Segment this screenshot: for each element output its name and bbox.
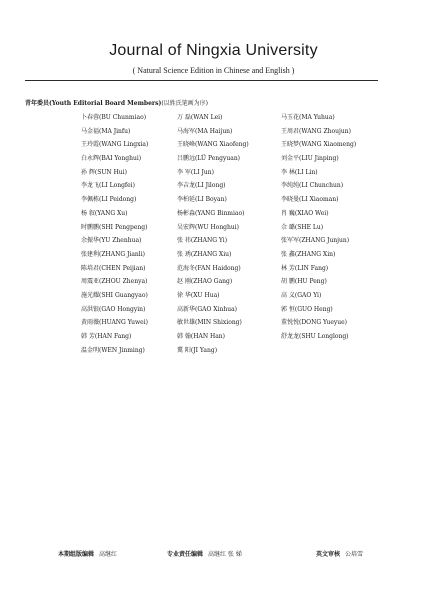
- board-member: 杨 叙(YANG Xu): [81, 209, 128, 217]
- board-member: 林 芳(LIN Fang): [281, 264, 329, 272]
- board-member: 胡 鹏(HU Peng): [281, 278, 327, 286]
- board-member: 肖 巍(XIAO Wei): [281, 209, 329, 217]
- board-member: 张 鑫(ZHANG Xin): [281, 250, 336, 258]
- board-member: 李纯纯(LI Chunchun): [281, 182, 344, 190]
- board-member: 陈培君(CHEN Peijian): [81, 264, 146, 272]
- board-member: 时鹏鹏(SHI Pengpeng): [81, 223, 148, 231]
- board-member: 王晓峰(WANG Xiaofeng): [177, 141, 249, 149]
- footer-value: 公培雪: [345, 551, 364, 558]
- board-member: 张 祎(ZHANG Yi): [177, 237, 228, 245]
- board-member: 李吉龙(LI Jilong): [177, 182, 226, 190]
- board-member: 马玉花(MA Yuhua): [281, 114, 335, 121]
- footer-value: 高继红 张 娣: [208, 551, 242, 558]
- title-divider: [25, 80, 378, 81]
- board-member: 舒龙龙(SHU Longlong): [281, 333, 349, 340]
- board-member: 李龙飞(LI Longfei): [81, 182, 135, 190]
- board-member: 韩 芳(HAN Fang): [81, 333, 132, 340]
- board-member: 温金明(WEN Jinming): [81, 346, 145, 354]
- board-member: 王周君(WANG Zhoujun): [281, 127, 351, 135]
- footer-label: 英文审核: [316, 551, 341, 558]
- board-member: 佘 璐(SHE Lu): [281, 223, 324, 231]
- board-member: 马金福(MA Jinfu): [81, 127, 131, 135]
- footer-value: 高继红: [99, 551, 118, 558]
- board-member: 王晓梦(WANG Xiaomeng): [281, 141, 357, 149]
- board-member: 卜春蓉(BU Chunmiao): [81, 114, 147, 121]
- board-heading-title: 青年委员(Youth Editorial Board Members): [25, 100, 162, 107]
- board-member: 张军军(ZHANG Junjun): [281, 237, 350, 245]
- board-member: 李 林(LI Lin): [281, 168, 318, 176]
- footer-responsible-editor: [167, 549, 242, 558]
- board-member: 王玲霞(WANG Lingxia): [81, 141, 149, 149]
- footer-label: 本期组版编辑: [58, 551, 95, 558]
- board-member: 敏世雄(MIN Shixiong): [177, 319, 242, 327]
- board-member: 徐 华(XU Hua): [177, 291, 220, 299]
- board-member: 杨彬淼(YANG Binmiao): [177, 209, 245, 217]
- board-member: 张 琇(ZHANG Xiu): [177, 250, 232, 258]
- board-member: 马海军(MA Haijun): [177, 127, 233, 135]
- board-member: 黄雨薇(HUANG Yuwei): [81, 319, 148, 327]
- board-member: 赵 刚(ZHAO Gang): [177, 278, 233, 286]
- board-member: 董悦悦(DONG Yueyue): [281, 319, 348, 327]
- board-member: 李佩栋(LI Peidong): [81, 196, 137, 204]
- board-ordering-note: (以姓氏笔画为序): [161, 100, 208, 107]
- board-member-list: [81, 114, 401, 360]
- board-member: 高洪银(GAO Hongyin): [81, 305, 146, 313]
- board-member: 高 义(GAO Yi): [281, 291, 322, 299]
- board-heading: [25, 98, 208, 107]
- board-member: 施光耀(SHI Guangyao): [81, 291, 148, 299]
- board-member: 孙 辉(SUN Hui): [81, 168, 127, 176]
- board-member: 韩 翰(HAN Han): [177, 333, 225, 340]
- board-member: 吴宏辉(WU Honghui): [177, 223, 240, 231]
- journal-title: Journal of Ningxia University: [109, 42, 318, 59]
- board-member: 周震亚(ZHOU Zhenya): [81, 278, 148, 286]
- board-member: 张建利(ZHANG Jianli): [81, 250, 145, 258]
- board-member: 郭 恒(GUO Heng): [281, 305, 333, 313]
- board-member: 范海冬(FAN Haidong): [177, 264, 241, 272]
- board-member: 李晓曼(LI Xiaoman): [281, 196, 339, 204]
- board-member: 万 磊(WAN Lei): [177, 114, 223, 121]
- board-member: 白永辉(BAI Yonghui): [81, 155, 142, 163]
- board-member: 余振华(YU Zhenhua): [81, 237, 142, 245]
- board-member: 高新华(GAO Xinhua): [177, 305, 237, 313]
- footer-layout-editor: [58, 549, 117, 558]
- board-member: 冀 阳(JI Yang): [177, 346, 218, 354]
- board-member: 李柏延(LI Boyan): [177, 196, 227, 204]
- board-member: 吕鹏远(LÜ Pengyuan): [177, 155, 241, 163]
- footer-label: 专业责任编辑: [167, 551, 204, 558]
- board-member: 刘金平(LIU Jinping): [281, 155, 339, 163]
- footer-english-reviewer: [316, 549, 363, 558]
- board-member: 李 军(LI Jun): [177, 168, 214, 176]
- journal-subtitle: ( Natural Science Edition in Chinese and English ): [132, 66, 295, 75]
